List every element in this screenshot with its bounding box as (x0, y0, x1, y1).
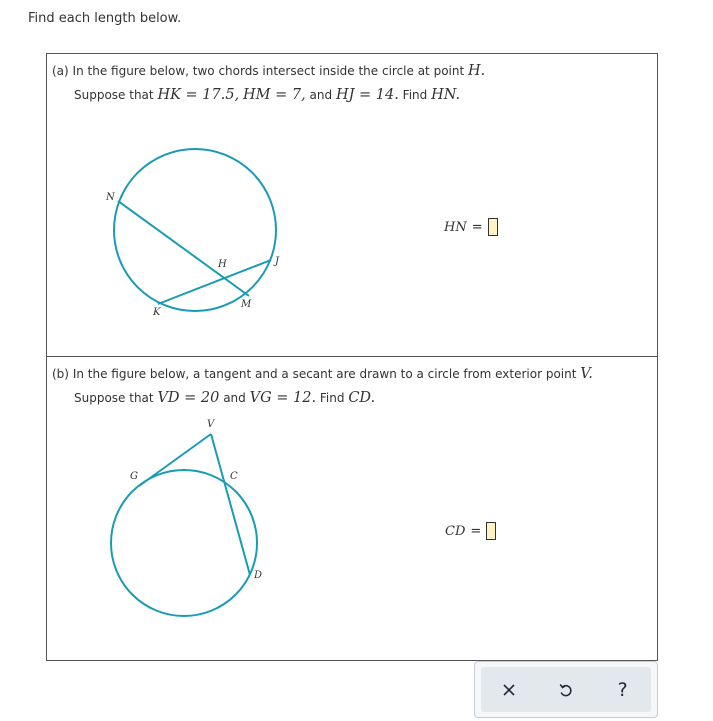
toolbar-button-group (481, 667, 651, 712)
answer-a-label: HN (444, 219, 467, 235)
close-icon (502, 683, 516, 697)
undo-button[interactable] (548, 672, 584, 708)
question-b-eq1: VD = 20 (157, 390, 220, 406)
answer-b-equals: = (470, 523, 482, 539)
tangent-VG (139, 434, 211, 486)
instruction-text: Find each length below. (28, 11, 182, 26)
question-b-intro: In the figure below, a tangent and a secant are drawn to a circle from exterior point (72, 367, 581, 381)
question-b-suppose: Suppose that (74, 391, 158, 405)
undo-icon (558, 682, 574, 698)
question-a-eq2: HM = 7, (243, 87, 306, 103)
label-N: N (106, 192, 115, 203)
answer-b-label: CD (445, 523, 466, 539)
question-b-target: CD. (348, 390, 376, 406)
question-a-find: Find (402, 88, 428, 102)
question-a-eq3: HJ = 14. (335, 87, 399, 103)
label-J: J (275, 256, 280, 267)
answer-a-input[interactable] (488, 218, 498, 236)
label-D: D (254, 570, 263, 581)
question-a-tag: (a) (52, 64, 69, 78)
question-a-point: H. (468, 63, 486, 79)
circle-b (111, 470, 257, 616)
chord-NM (118, 201, 249, 296)
label-M: M (241, 299, 252, 310)
question-b-and: and (223, 391, 246, 405)
label-H: H (218, 259, 227, 270)
question-b-eq2: VG = 12. (249, 390, 317, 406)
help-button[interactable] (605, 672, 641, 708)
label-G: G (130, 471, 138, 482)
question-b-point: V. (580, 366, 593, 382)
figure-a (47, 54, 657, 357)
label-V: V (207, 419, 215, 430)
question-a-eq1: HK = 17.5, (157, 87, 240, 103)
question-a-suppose: Suppose that (74, 88, 158, 102)
help-label: ? (617, 678, 628, 701)
label-K: K (153, 307, 161, 318)
answer-row-b (445, 522, 496, 540)
question-panel-a (46, 53, 658, 358)
question-a-intro: In the figure below, two chords intersect inside the circle at point (72, 64, 468, 78)
chord-KJ (158, 260, 271, 304)
answer-row-a (444, 218, 498, 236)
figure-b (47, 357, 657, 660)
clear-button[interactable] (491, 672, 527, 708)
secant-VD (211, 434, 250, 575)
answer-toolbar (474, 661, 658, 718)
question-b-find: Find (319, 391, 345, 405)
question-a-target: HN. (431, 87, 461, 103)
label-C: C (230, 471, 238, 482)
answer-b-input[interactable] (486, 522, 496, 540)
answer-a-equals: = (471, 219, 483, 235)
question-panel-b (46, 356, 658, 661)
circle-a (114, 149, 276, 311)
question-a-and: and (309, 88, 333, 102)
question-b-tag: (b) (52, 367, 69, 381)
